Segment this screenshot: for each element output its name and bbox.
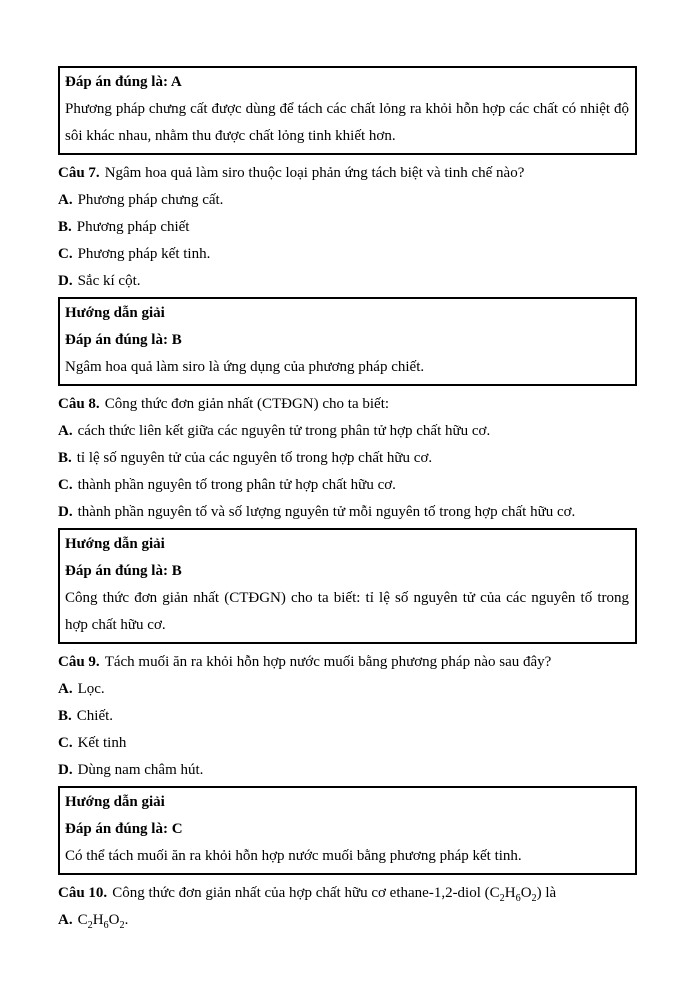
option-label: D.: [58, 273, 73, 289]
option-text: Phương pháp chưng cất.: [77, 192, 224, 208]
option-text: Dùng nam châm hút.: [77, 762, 204, 778]
question-7: [58, 160, 637, 295]
question-8: [58, 391, 637, 526]
option-label: D.: [58, 762, 73, 778]
question-title: [58, 391, 637, 418]
question-number: Câu 10.: [58, 885, 108, 901]
option-text: tỉ lệ số nguyên tử của các nguyên tố trong hợp chất hữu cơ.: [76, 450, 433, 466]
question-title: [58, 880, 637, 907]
question-number: Câu 8.: [58, 396, 100, 412]
option-row-d: [58, 499, 637, 526]
answer-explanation: Phương pháp chưng cất được dùng để tách các chất lỏng ra khỏi hỗn hợp các chất có nhiệt độ sôi khác nhau, nhằm thu được chất lỏng tinh khiết hơn.: [65, 101, 629, 144]
option-text: Chiết.: [76, 708, 114, 724]
option-text: Lọc.: [77, 681, 105, 697]
solution-heading: Hướng dẫn giải: [65, 305, 165, 321]
option-label: A.: [58, 423, 73, 439]
answer-box-top: [58, 66, 637, 155]
option-label: B.: [58, 219, 72, 235]
question-title: [58, 160, 637, 187]
option-row-d: [58, 268, 637, 295]
option-text: thành phần nguyên tố và số lượng nguyên tử mỗi nguyên tố trong hợp chất hữu cơ.: [77, 504, 576, 520]
option-label: A.: [58, 192, 73, 208]
question-number: Câu 9.: [58, 654, 100, 670]
option-label: A.: [58, 912, 73, 928]
option-label: C.: [58, 477, 73, 493]
question-9: [58, 649, 637, 784]
solution-heading: Hướng dẫn giải: [65, 794, 165, 810]
option-row-c: [58, 241, 637, 268]
question-text: Ngâm hoa quả làm siro thuộc loại phản ứng tách biệt và tinh chế nào?: [104, 165, 525, 181]
solution-body: Có thể tách muối ăn ra khỏi hỗn hợp nước muối bằng phương pháp kết tinh.: [65, 848, 522, 864]
question-title: [58, 649, 637, 676]
question-10: [58, 880, 637, 934]
answer-label: Đáp án đúng là: A: [65, 74, 182, 90]
solution-body: Công thức đơn giản nhất (CTĐGN) cho ta biết: tỉ lệ số nguyên tử của các nguyên tố trong hợp chất hữu cơ.: [65, 590, 629, 633]
solution-answer: Đáp án đúng là: C: [65, 821, 183, 837]
solution-box-q9: [58, 786, 637, 875]
option-row-a: [58, 907, 637, 934]
solution-body: Ngâm hoa quả làm siro là ứng dụng của phương pháp chiết.: [65, 359, 425, 375]
option-text: Sắc kí cột.: [77, 273, 141, 289]
option-row-a: [58, 676, 637, 703]
question-text: Tách muối ăn ra khỏi hỗn hợp nước muối bằng phương pháp nào sau đây?: [104, 654, 552, 670]
option-row-c: [58, 472, 637, 499]
solution-box-q7: [58, 297, 637, 386]
option-row-b: [58, 214, 637, 241]
solution-heading: Hướng dẫn giải: [65, 536, 165, 552]
option-text: Kết tinh: [77, 735, 127, 751]
option-label: C.: [58, 246, 73, 262]
question-text: Công thức đơn giản nhất (CTĐGN) cho ta biết:: [104, 396, 390, 412]
solution-answer: Đáp án đúng là: B: [65, 563, 182, 579]
option-label: B.: [58, 708, 72, 724]
option-text: thành phần nguyên tố trong phân tử hợp chất hữu cơ.: [77, 477, 396, 493]
option-row-a: [58, 418, 637, 445]
option-row-b: [58, 703, 637, 730]
option-row-c: [58, 730, 637, 757]
option-row-d: [58, 757, 637, 784]
question-text: Công thức đơn giản nhất của hợp chất hữu cơ ethane-1,2-diol $(C_2H_6O_2)$ là: [112, 885, 557, 904]
option-label: C.: [58, 735, 73, 751]
option-label: D.: [58, 504, 73, 520]
solution-answer: Đáp án đúng là: B: [65, 332, 182, 348]
question-number: Câu 7.: [58, 165, 100, 181]
option-label: A.: [58, 681, 73, 697]
option-text: Phương pháp chiết: [76, 219, 190, 235]
option-row-b: [58, 445, 637, 472]
option-text: Phương pháp kết tinh.: [77, 246, 211, 262]
solution-box-q8: [58, 528, 637, 644]
option-text: cách thức liên kết giữa các nguyên tử trong phân tử hợp chất hữu cơ.: [77, 423, 491, 439]
option-label: B.: [58, 450, 72, 466]
option-row-a: [58, 187, 637, 214]
option-text: $C_2H_6O_2$.: [77, 912, 129, 931]
